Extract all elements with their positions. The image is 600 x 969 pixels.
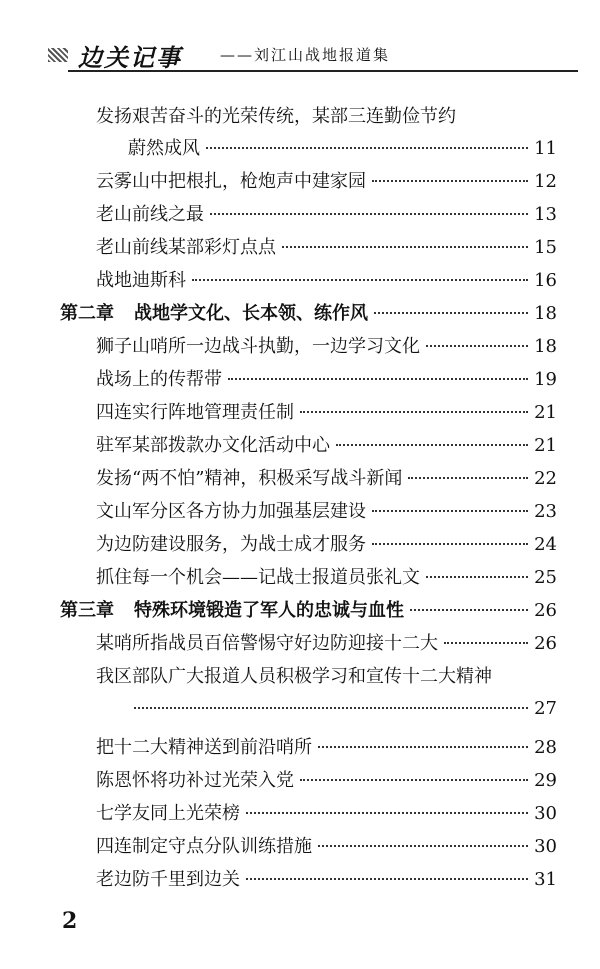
header-rule: [68, 70, 578, 72]
dot-leader: [192, 279, 528, 281]
toc-entry: [128, 698, 557, 719]
toc-entry: [96, 365, 557, 391]
dot-leader: [300, 779, 528, 781]
toc-page-number: 28: [534, 737, 557, 758]
dot-leader: [336, 444, 528, 446]
toc-chapter-entry: [60, 299, 557, 325]
dot-leader: [246, 878, 528, 880]
toc-entry-title: 战场上的传帮带: [96, 369, 222, 390]
header-ornament: [48, 48, 68, 62]
toc-entry: [96, 530, 557, 556]
book-subtitle: ——刘江山战地报道集: [220, 46, 391, 64]
toc-entry-title: 四连制定守点分队训练措施: [96, 836, 312, 857]
toc-entry: [96, 497, 557, 523]
toc-entry-title: 云雾山中把根扎，枪炮声中建家园: [96, 171, 366, 192]
toc-entry: [96, 332, 557, 358]
toc-page-number: 26: [534, 633, 557, 654]
toc-entry: [96, 167, 557, 193]
toc-entry: [96, 766, 557, 792]
toc-entry: [96, 200, 557, 226]
toc-page-number: 21: [534, 402, 557, 423]
toc-entry: [96, 563, 557, 589]
toc-entry-title: 老山前线之最: [96, 204, 204, 225]
toc-entry: [96, 233, 557, 259]
toc-entry: [96, 799, 557, 825]
dot-leader: [134, 707, 528, 709]
toc-entry-title: 抓住每一个机会——记战士报道员张礼文: [96, 567, 420, 588]
toc-page-number: 24: [534, 534, 557, 555]
toc-entry-title: 蔚然成风: [128, 138, 200, 159]
toc-page-number: 27: [534, 698, 557, 719]
toc-page-number: 19: [534, 369, 557, 390]
dot-leader: [300, 411, 528, 413]
toc-entry: [96, 865, 557, 891]
toc-entry-title: 发扬艰苦奋斗的光荣传统，某部三连勤俭节约: [96, 106, 456, 127]
toc-entry-title: 战地迪斯科: [96, 270, 186, 291]
toc-entry: [128, 134, 557, 160]
dot-leader: [410, 609, 528, 611]
toc-page-number: 22: [534, 468, 557, 489]
toc-entry-title: 驻军某部拨款办文化活动中心: [96, 435, 330, 456]
toc-page-number: 13: [534, 204, 557, 225]
chapter-title: 特殊环境锻造了军人的忠诚与血性: [134, 600, 404, 621]
dot-leader: [444, 642, 528, 644]
dot-leader: [372, 510, 528, 512]
dot-leader: [318, 845, 528, 847]
dot-leader: [374, 312, 528, 314]
toc-entry-title: 四连实行阵地管理责任制: [96, 402, 294, 423]
toc-entry: [96, 398, 557, 424]
page-number: 2: [62, 908, 78, 934]
dot-leader: [282, 246, 528, 248]
toc-page-number: 12: [534, 171, 557, 192]
dot-leader: [206, 147, 528, 149]
chapter-number: 第三章: [60, 600, 114, 621]
toc-page-number: 15: [534, 237, 557, 258]
toc-page-number: 21: [534, 435, 557, 456]
toc-entry-title: 七学友同上光荣榜: [96, 803, 240, 824]
chapter-title: 战地学文化、长本领、练作风: [134, 303, 368, 324]
toc-entry-title: 某哨所指战员百倍警惕守好边防迎接十二大: [96, 633, 438, 654]
toc-page-number: 11: [534, 138, 557, 159]
toc-page-number: 25: [534, 567, 557, 588]
dot-leader: [372, 543, 528, 545]
dot-leader: [408, 477, 528, 479]
toc-entry-title: 老山前线某部彩灯点点: [96, 237, 276, 258]
book-title: 边关记事: [78, 43, 182, 72]
dot-leader: [228, 378, 528, 380]
toc-entry: [96, 266, 557, 292]
toc-entry: [96, 832, 557, 858]
toc-entry: [96, 629, 557, 655]
chapter-number: 第二章: [60, 303, 114, 324]
toc-entry-title: 陈恩怀将功补过光荣入党: [96, 770, 294, 791]
toc-entry-title: 狮子山哨所一边战斗执勤，一边学习文化: [96, 336, 420, 357]
toc-page-number: 26: [534, 600, 557, 621]
toc-entry-title: 老边防千里到边关: [96, 869, 240, 890]
dot-leader: [318, 746, 528, 748]
toc-entry: [96, 464, 557, 490]
toc-page-number: 29: [534, 770, 557, 791]
dot-leader: [210, 213, 528, 215]
toc-page-number: 16: [534, 270, 557, 291]
running-header: [48, 30, 568, 70]
toc-entry: [96, 733, 557, 759]
toc-entry-title: 把十二大精神送到前沿哨所: [96, 737, 312, 758]
toc-page-number: 31: [534, 869, 557, 890]
toc-entry-title: 文山军分区各方协力加强基层建设: [96, 501, 366, 522]
toc-entry: [96, 431, 557, 457]
toc-entry-title: 我区部队广大报道人员积极学习和宣传十二大精神: [96, 666, 492, 687]
dot-leader: [246, 812, 528, 814]
toc-page-number: 18: [534, 303, 557, 324]
dot-leader: [372, 180, 528, 182]
toc-page-number: 30: [534, 803, 557, 824]
toc-page-number: 23: [534, 501, 557, 522]
toc-page-number: 18: [534, 336, 557, 357]
dot-leader: [426, 576, 528, 578]
toc-chapter-entry: [60, 596, 557, 622]
toc-entry-title: 发扬“两不怕”精神，积极采写战斗新闻: [96, 468, 403, 489]
dot-leader: [426, 345, 528, 347]
toc-page-number: 30: [534, 836, 557, 857]
toc-entry-title: 为边防建设服务，为战士成才服务: [96, 534, 366, 555]
